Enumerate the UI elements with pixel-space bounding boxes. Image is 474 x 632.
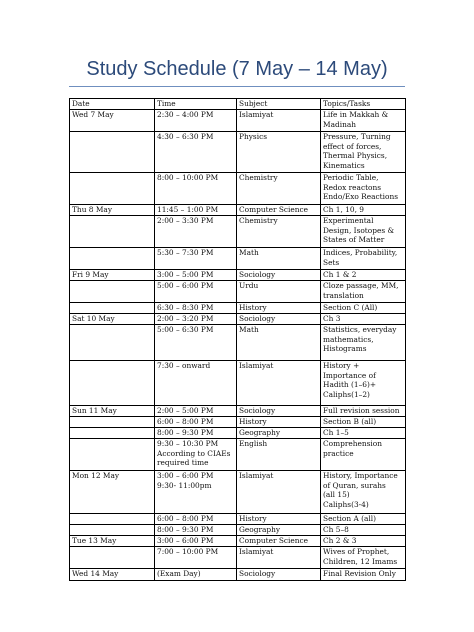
table-row	[70, 205, 406, 216]
table-row	[70, 270, 406, 281]
topics-cell: Cloze passage, MM, translation	[321, 281, 406, 303]
subject-cell: Geography	[237, 428, 321, 439]
topics-cell: Section A (all)	[321, 514, 406, 525]
header-date: Date	[70, 99, 155, 110]
table-row	[70, 536, 406, 547]
date-cell: Wed 14 May	[70, 569, 155, 581]
date-cell: Thu 8 May	[70, 205, 155, 216]
header-subject: Subject	[237, 99, 321, 110]
time-cell: (Exam Day)	[155, 569, 237, 581]
table-row	[70, 406, 406, 417]
date-cell	[70, 248, 155, 270]
time-cell: 6:00 – 8:00 PM	[155, 417, 237, 428]
table-row	[70, 173, 406, 205]
subject-cell: Math	[237, 248, 321, 270]
time-cell: 6:00 – 8:00 PM	[155, 514, 237, 525]
table-row	[70, 248, 406, 270]
subject-cell: Islamiyat	[237, 110, 321, 132]
time-cell: 6:30 – 8:30 PM	[155, 303, 237, 314]
date-cell: Mon 12 May	[70, 471, 155, 514]
topics-cell: Section B (all)	[321, 417, 406, 428]
date-cell: Sat 10 May	[70, 314, 155, 325]
table-row	[70, 132, 406, 173]
table-row	[70, 439, 406, 471]
subject-cell: Sociology	[237, 270, 321, 281]
date-cell	[70, 439, 155, 471]
date-cell	[70, 547, 155, 569]
topics-cell: Comprehension practice	[321, 439, 406, 471]
subject-cell: Urdu	[237, 281, 321, 303]
table-row	[70, 547, 406, 569]
topics-cell: Section C (All)	[321, 303, 406, 314]
subject-cell: Computer Science	[237, 205, 321, 216]
date-cell	[70, 325, 155, 361]
table-row	[70, 471, 406, 514]
topics-cell: Ch 1, 10, 9	[321, 205, 406, 216]
table-row	[70, 428, 406, 439]
subject-cell: Geography	[237, 525, 321, 536]
time-cell: 8:00 – 9:30 PM	[155, 525, 237, 536]
time-cell: 11:45 – 1:00 PM	[155, 205, 237, 216]
date-cell	[70, 303, 155, 314]
header-topics: Topics/Tasks	[321, 99, 406, 110]
time-cell: 2:30 – 4:00 PM	[155, 110, 237, 132]
table-row	[70, 281, 406, 303]
table-row	[70, 569, 406, 581]
topics-cell: Indices, Probability, Sets	[321, 248, 406, 270]
title-underline	[69, 86, 405, 87]
table-row	[70, 325, 406, 361]
time-cell: 9:30 – 10:30 PM According to CIAEs required time	[155, 439, 237, 471]
topics-cell: Ch 5–8	[321, 525, 406, 536]
time-cell: 8:00 – 10:00 PM	[155, 173, 237, 205]
time-cell: 3:00 – 6:00 PM	[155, 536, 237, 547]
date-cell	[70, 173, 155, 205]
date-cell: Fri 9 May	[70, 270, 155, 281]
date-cell	[70, 428, 155, 439]
topics-cell: Wives of Prophet, Children, 12 Imams	[321, 547, 406, 569]
date-cell	[70, 417, 155, 428]
time-cell: 2:00 – 5:00 PM	[155, 406, 237, 417]
time-cell: 8:00 – 9:30 PM	[155, 428, 237, 439]
date-cell: Sun 11 May	[70, 406, 155, 417]
topics-cell: Ch 1–5	[321, 428, 406, 439]
time-cell: 5:00 – 6:30 PM	[155, 325, 237, 361]
time-cell: 2:00 – 3:30 PM	[155, 216, 237, 248]
table-row	[70, 361, 406, 406]
time-cell: 5:00 – 6:00 PM	[155, 281, 237, 303]
topics-cell: Statistics, everyday mathematics, Histograms	[321, 325, 406, 361]
table-row	[70, 417, 406, 428]
date-cell	[70, 361, 155, 406]
schedule-body	[70, 110, 406, 581]
topics-cell: Ch 1 & 2	[321, 270, 406, 281]
topics-cell: Ch 3	[321, 314, 406, 325]
table-row	[70, 216, 406, 248]
topics-cell: History + Importance of Hadith (1–6)+ Caliphs(1–2)	[321, 361, 406, 406]
topics-cell: Full revision session	[321, 406, 406, 417]
subject-cell: Chemistry	[237, 173, 321, 205]
subject-cell: History	[237, 417, 321, 428]
schedule-table	[69, 98, 406, 581]
subject-cell: Islamiyat	[237, 471, 321, 514]
subject-cell: Chemistry	[237, 216, 321, 248]
table-row	[70, 110, 406, 132]
subject-cell: English	[237, 439, 321, 471]
subject-cell: Sociology	[237, 314, 321, 325]
subject-cell: History	[237, 514, 321, 525]
subject-cell: Islamiyat	[237, 547, 321, 569]
topics-cell: Life in Makkah & Madinah	[321, 110, 406, 132]
time-cell: 3:00 – 5:00 PM	[155, 270, 237, 281]
topics-cell: Periodic Table, Redox reactons Endo/Exo Reactions	[321, 173, 406, 205]
subject-cell: Sociology	[237, 569, 321, 581]
date-cell	[70, 281, 155, 303]
time-cell: 7:00 – 10:00 PM	[155, 547, 237, 569]
header-time: Time	[155, 99, 237, 110]
subject-cell: Physics	[237, 132, 321, 173]
time-cell: 7:30 – onward	[155, 361, 237, 406]
topics-cell: History, Importance of Quran, surahs (all 15) Caliphs(3-4)	[321, 471, 406, 514]
date-cell	[70, 132, 155, 173]
table-row	[70, 303, 406, 314]
date-cell	[70, 514, 155, 525]
date-cell: Wed 7 May	[70, 110, 155, 132]
date-cell	[70, 525, 155, 536]
topics-cell: Final Revision Only	[321, 569, 406, 581]
subject-cell: History	[237, 303, 321, 314]
table-row	[70, 314, 406, 325]
page-title: Study Schedule (7 May – 14 May)	[86, 58, 388, 80]
topics-cell: Experimental Design, Isotopes & States of Matter	[321, 216, 406, 248]
topics-cell: Pressure, Turning effect of forces, Thermal Physics, Kinematics	[321, 132, 406, 173]
date-cell	[70, 216, 155, 248]
subject-cell: Islamiyat	[237, 361, 321, 406]
time-cell: 3:00 – 6:00 PM 9:30- 11:00pm	[155, 471, 237, 514]
time-cell: 2:00 – 3:20 PM	[155, 314, 237, 325]
table-row	[70, 525, 406, 536]
time-cell: 5:30 – 7:30 PM	[155, 248, 237, 270]
topics-cell: Ch 2 & 3	[321, 536, 406, 547]
header-row	[70, 99, 406, 110]
date-cell: Tue 13 May	[70, 536, 155, 547]
subject-cell: Computer Science	[237, 536, 321, 547]
table-row	[70, 514, 406, 525]
time-cell: 4:30 – 6:30 PM	[155, 132, 237, 173]
subject-cell: Math	[237, 325, 321, 361]
subject-cell: Sociology	[237, 406, 321, 417]
